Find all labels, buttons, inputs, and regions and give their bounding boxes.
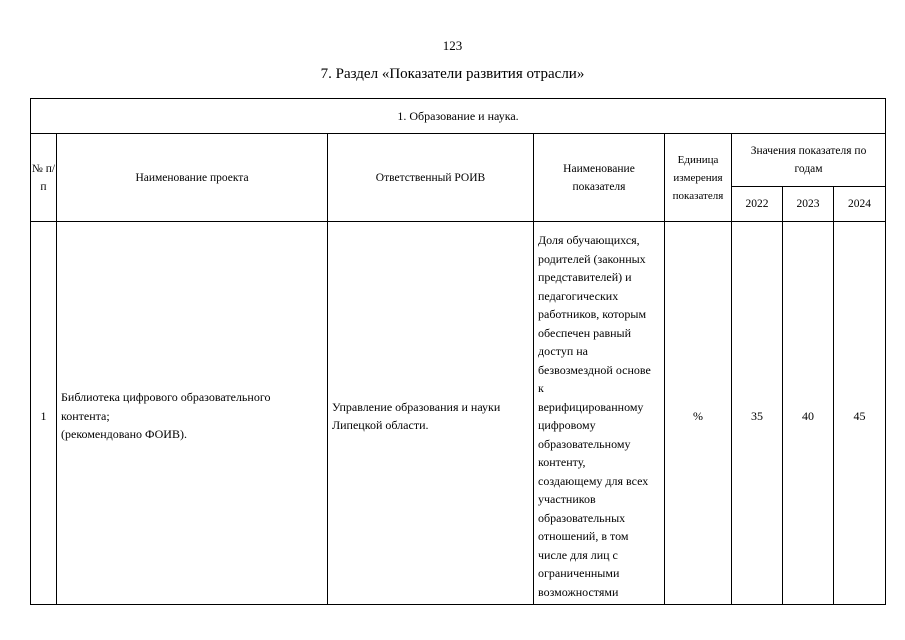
roiv-line: Управление образования и науки [332, 399, 501, 414]
indicator-line: представителей) и [538, 270, 632, 284]
table-caption: 1. Образование и наука. [31, 99, 886, 134]
indicator-line: контенту, [538, 455, 586, 469]
page-number: 123 [442, 38, 463, 53]
indicator-line: участников [538, 492, 596, 506]
project-name [57, 382, 327, 444]
header-year-2023: 2023 [783, 187, 834, 222]
indicator-line: безвозмездной основе [538, 362, 651, 377]
indicator-line: обеспечен равный [538, 325, 632, 340]
value-cell [783, 222, 834, 605]
indicator-cell [534, 222, 665, 605]
indicator-line: отношений, в том [538, 529, 629, 543]
indicator-line: к [538, 381, 544, 395]
header-year-2024: 2024 [834, 187, 886, 222]
header-values: Значения показателя по годам [732, 134, 886, 187]
indicator-line: родителей (законных [538, 251, 646, 266]
header-indicator: Наименование показателя [534, 134, 665, 222]
indicator-line: создающему для всех [538, 473, 649, 488]
value-2024: 45 [853, 408, 866, 423]
project-line: (рекомендовано ФОИВ). [61, 427, 187, 442]
value-2022: 35 [751, 408, 763, 423]
indicator-line: цифровому [538, 418, 596, 432]
header-year-2022: 2022 [732, 187, 783, 222]
section-title: 7. Раздел «Показатели развития отрасли» [320, 66, 585, 82]
unit-cell [665, 222, 732, 605]
value-cell [732, 222, 783, 605]
header-roiv: Ответственный РОИВ [328, 134, 534, 222]
indicator-line: работников, которым [538, 307, 647, 321]
indicator-line: образовательных [538, 510, 626, 525]
indicator-line: ограниченными [538, 566, 620, 580]
indicator-line: верифицированному [538, 399, 644, 414]
header-unit: Единица измерения показателя [665, 134, 732, 222]
value-cell [834, 222, 886, 605]
roiv-line: Липецкой области. [332, 418, 429, 432]
indicators-table [30, 98, 886, 605]
indicator-line: числе для лиц с [538, 547, 618, 562]
table-row [31, 222, 886, 605]
project-line: контента; [61, 408, 110, 423]
indicator-line: возможностями [538, 584, 619, 599]
roiv-cell [328, 222, 534, 605]
unit-value: % [693, 408, 703, 423]
project-cell [57, 222, 328, 605]
indicator-line: образовательному [538, 436, 631, 451]
header-num: № п/п [31, 134, 57, 222]
header-project: Наименование проекта [57, 134, 328, 222]
row-num: 1 [40, 408, 47, 423]
project-line: Библиотека цифрового образовательного [61, 390, 271, 405]
roiv-name [328, 392, 533, 435]
value-2023: 40 [802, 408, 814, 423]
row-num-cell [31, 222, 57, 605]
indicator-line: Доля обучающихся, [538, 233, 640, 247]
indicator-line: педагогических [538, 288, 619, 303]
indicator-name [534, 225, 664, 601]
indicator-line: доступ на [538, 344, 588, 358]
